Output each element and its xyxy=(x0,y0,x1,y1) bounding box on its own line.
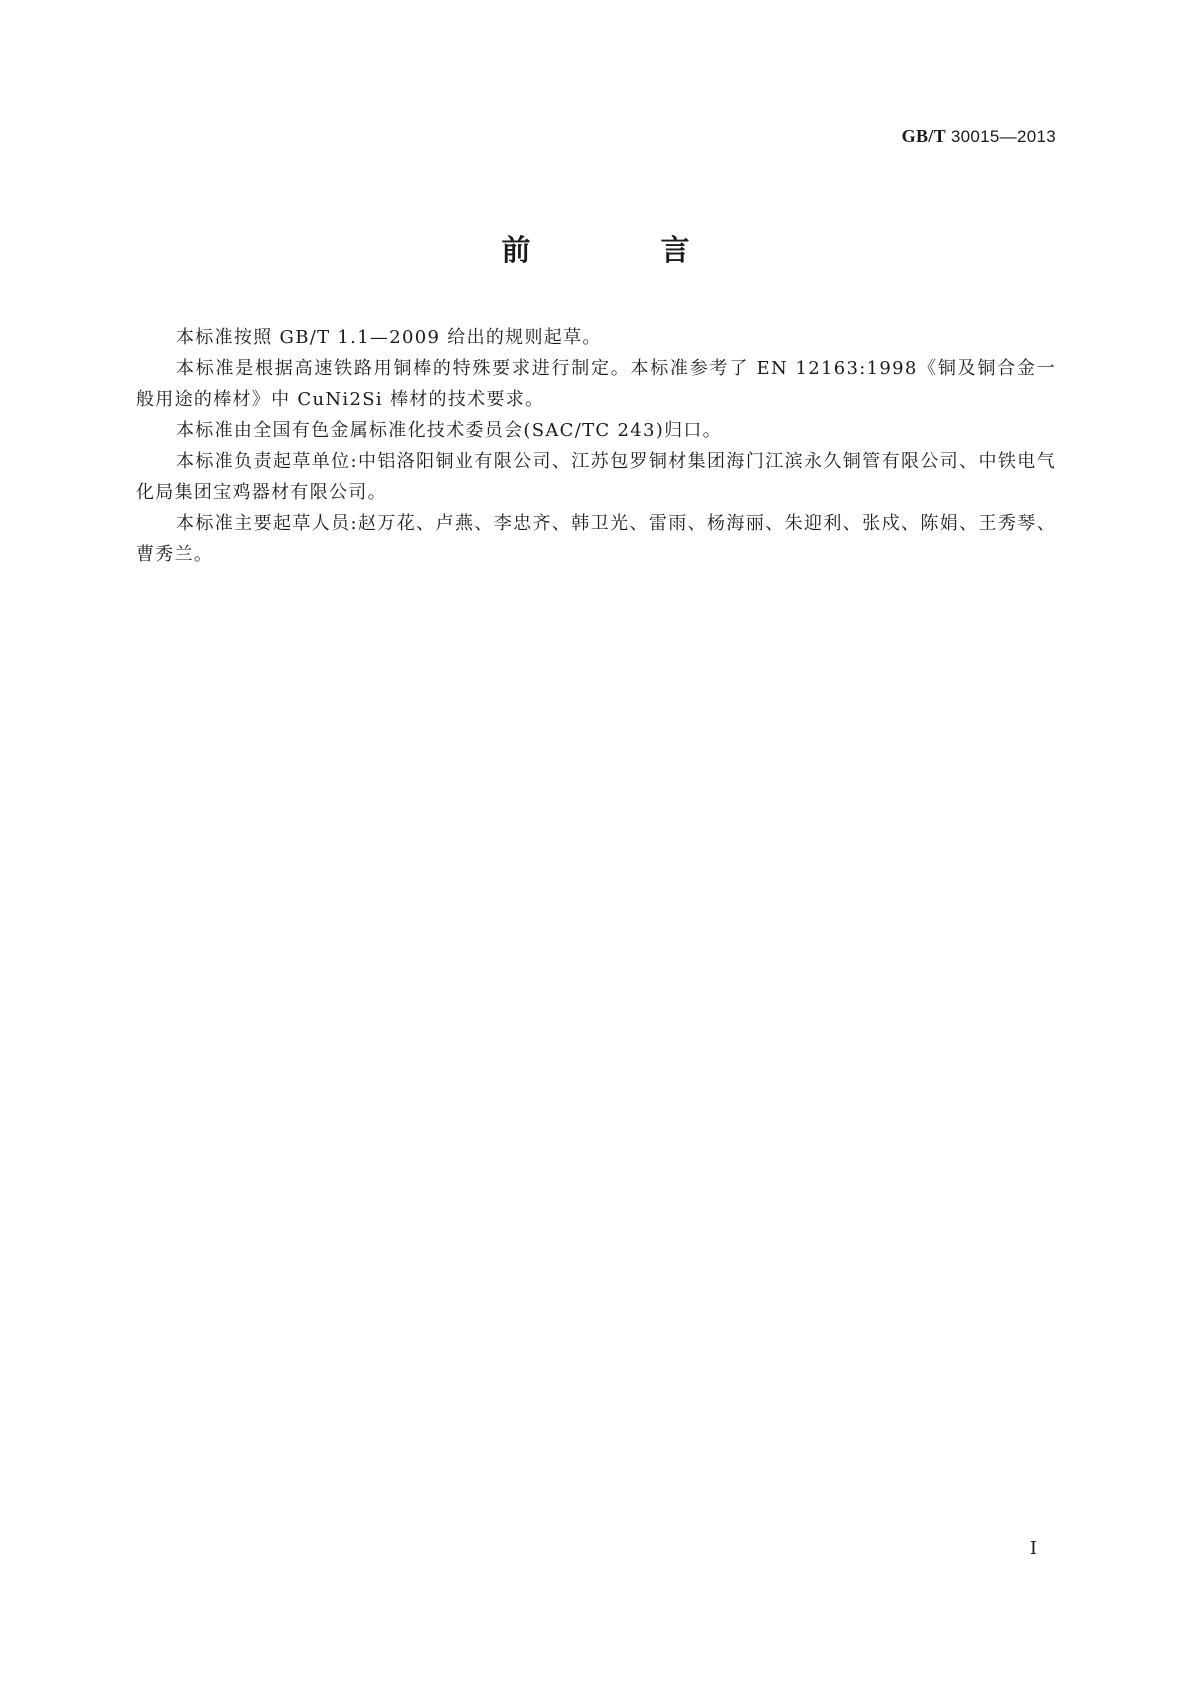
page-title: 前 言 xyxy=(501,233,750,267)
standard-code-number: 30015—2013 xyxy=(950,127,1056,146)
standard-code xyxy=(902,126,1056,147)
standard-code-prefix: GB/T xyxy=(901,126,946,146)
paragraph-committee: 本标准由全国有色金属标准化技术委员会(SAC/TC 243)归口。 xyxy=(176,420,722,441)
paragraph-drafting-units: 本标准负责起草单位:中铝洛阳铜业有限公司、江苏包罗铜材集团海门江滨永久铜管有限公司、中铁电气化局集团宝鸡器材有限公司。 xyxy=(136,451,1056,503)
paragraph-drafters: 本标准主要起草人员:赵万花、卢燕、李忠齐、韩卫光、雷雨、杨海丽、朱迎利、张戍、陈娟、王秀琴、曹秀兰。 xyxy=(136,513,1056,565)
paragraph-basis: 本标准是根据高速铁路用铜棒的特殊要求进行制定。本标准参考了 EN 12163:1998《铜及铜合金一般用途的棒材》中 CuNi2Si 棒材的技术要求。 xyxy=(136,358,1056,410)
page-number: I xyxy=(1029,1538,1037,1559)
paragraph-drafting-rules: 本标准按照 GB/T 1.1—2009 给出的规则起草。 xyxy=(176,327,602,348)
foreword-body xyxy=(136,322,1056,570)
